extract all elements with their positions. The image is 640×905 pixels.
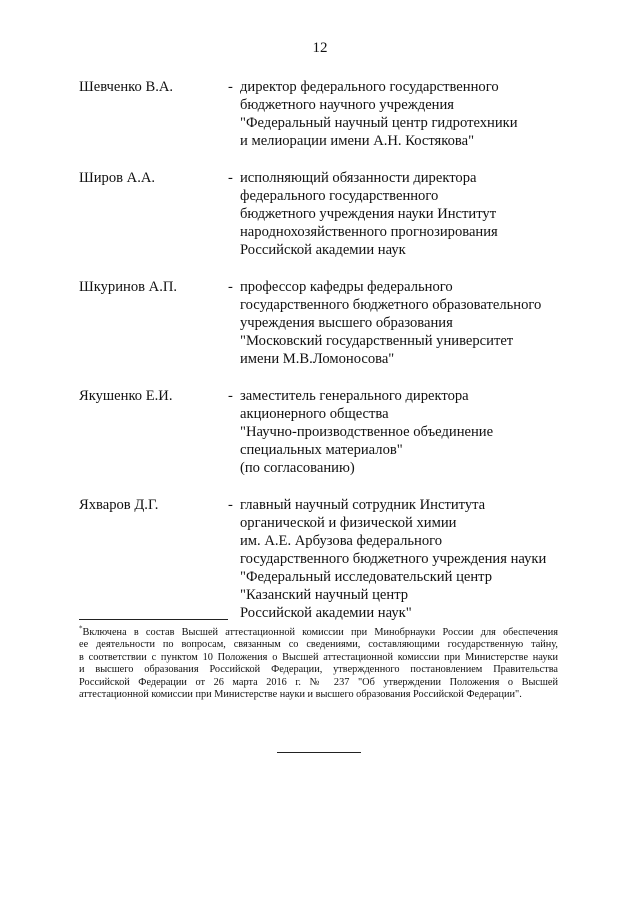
member-entry — [79, 496, 599, 622]
member-name: Шевченко В.А. — [79, 79, 174, 95]
role-line: "Московский государственный университет — [240, 333, 514, 349]
footnote-divider — [79, 619, 228, 620]
member-dash: - — [228, 79, 233, 95]
page-number: 12 — [312, 40, 328, 56]
role-line: "Научно-производственное объединение — [240, 424, 494, 440]
member-entry — [79, 278, 599, 368]
footnote-line: аттестационной комиссии при Министерстве науки и высшего образования Российской Федерации". — [79, 689, 522, 701]
member-list — [79, 78, 599, 641]
role-line: заместитель генерального директора — [240, 388, 469, 404]
role-line: Российской академии наук" — [240, 605, 412, 621]
role-line: профессор кафедры федерального — [240, 279, 453, 295]
member-name: Шкуринов А.П. — [79, 279, 178, 295]
role-line: "Федеральный научный центр гидротехники — [240, 115, 518, 131]
role-line: Российской академии наук — [240, 242, 406, 258]
role-line: учреждения высшего образования — [240, 315, 453, 331]
role-line: имени М.В.Ломоносова" — [240, 351, 395, 367]
role-line: им. А.Е. Арбузова федерального — [240, 533, 443, 549]
member-role — [240, 387, 599, 477]
footnote-line: и высшего образования Российской Федерации, утвержденного постановлением Правительства — [79, 664, 558, 676]
member-role — [240, 78, 599, 150]
role-line: акционерного общества — [240, 406, 389, 422]
role-line: народнохозяйственного прогнозирования — [240, 224, 498, 240]
member-role — [240, 169, 599, 259]
role-line: государственного бюджетного учреждения науки — [240, 551, 547, 567]
footnote-line — [79, 624, 558, 639]
role-line: директор федерального государственного — [240, 79, 499, 95]
role-line: федерального государственного — [240, 188, 439, 204]
member-name: Яхваров Д.Г. — [79, 497, 159, 513]
role-line: (по согласованию) — [240, 460, 355, 476]
role-line: государственного бюджетного образовательного — [240, 297, 542, 313]
footnote-text: Включена в состав Высшей аттестационной комиссии при Минобрнауки России для обеспечения — [82, 627, 558, 638]
role-line: главный научный сотрудник Института — [240, 497, 486, 513]
role-line: органической и физической химии — [240, 515, 457, 531]
footnote — [79, 624, 558, 701]
role-line: бюджетного учреждения науки Институт — [240, 206, 497, 222]
member-dash: - — [228, 497, 233, 513]
member-name: Широв А.А. — [79, 170, 156, 186]
role-line: и мелиорации имени А.Н. Костякова" — [240, 133, 475, 149]
document-end-divider — [277, 752, 361, 753]
footnote-line: ее деятельности по вопросам, связанным со сведениями, составляющими государственную тайну, — [79, 639, 558, 651]
member-entry — [79, 78, 599, 150]
member-entry — [79, 169, 599, 259]
footnote-mark: * — [79, 624, 83, 633]
member-entry — [79, 387, 599, 477]
member-role — [240, 278, 599, 368]
member-dash: - — [228, 170, 233, 186]
footnote-line: в соответствии с пунктом 10 Положения о Высшей аттестационной комиссии при Министерстве науки — [79, 651, 558, 663]
member-dash: - — [228, 388, 233, 404]
role-line: исполняющий обязанности директора — [240, 170, 477, 186]
role-line: "Федеральный исследовательский центр — [240, 569, 493, 585]
role-line: бюджетного научного учреждения — [240, 97, 455, 113]
member-role — [240, 496, 599, 622]
role-line: специальных материалов" — [240, 442, 403, 458]
role-line: "Казанский научный центр — [240, 587, 409, 603]
member-name: Якушенко Е.И. — [79, 388, 173, 404]
member-dash: - — [228, 279, 233, 295]
footnote-line: Российской Федерации от 26 марта 2016 г. № 237 "Об утверждении Положения о Высшей — [79, 676, 558, 688]
